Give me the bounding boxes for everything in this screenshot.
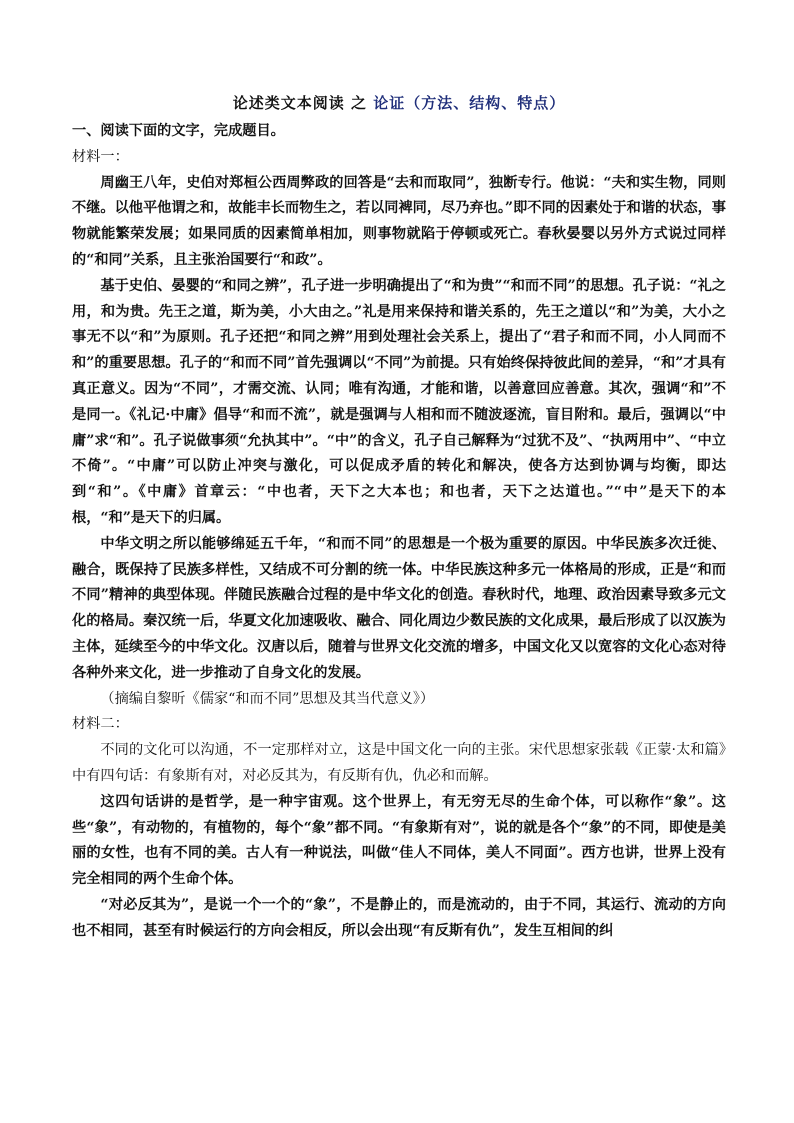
- material-two-paragraph-1: 不同的文化可以沟通，不一定那样对立，这是中国文化一向的主张。宋代思想家张载《正蒙·太和篇》中有四句话：有象斯有对，对必反其为，有反斯有仇，仇必和而解。: [72, 742, 726, 784]
- title-subtitle: 论证（方法、结构、特点）: [373, 94, 566, 112]
- material-one-source: （摘编自黎昕《儒家“和而不同”思想及其当代意义》）: [100, 690, 435, 707]
- title-main: 论述类文本阅读 之: [232, 94, 374, 112]
- document-page: [72, 92, 726, 945]
- material-two-paragraph-2: 这四句话讲的是哲学，是一种宇宙观。这个世界上，有无穷无尽的生命个体，可以称作“象”。这些“象”，有动物的，有植物的，每个“象”都不同。“有象斯有对”，说的就是各个“象”的不同，即使是美丽的女性，也有不同的美。古人有一种说法，叫做“佳人不同体，美人不同面”。西方也讲，世界上没有完全相同的两个生命个体。: [72, 793, 726, 888]
- material-one-paragraph-1: 周幽王八年，史伯对郑桓公西周弊政的回答是“去和而取同”，独断专行。他说：“夫和实生物，同则不继。以他平他谓之和，故能丰长而物生之，若以同裨同，尽乃弃也。”即不同的因素处于和谐的状态，事物就能繁荣发展；如果同质的因素简单相加，则事物就陷于停顿或死亡。春秋晏婴以另外方式说过同样的“和同”关系，且主张治国要行“和政”。: [72, 174, 726, 268]
- document-title: [72, 92, 726, 113]
- material-one-paragraph-3: 中华文明之所以能够绵延五千年，“和而不同”的思想是一个极为重要的原因。中华民族多次迁徙、融合，既保持了民族多样性，又结成不可分割的统一体。中华民族这种多元一体格局的形成，正是“和而不同”精神的典型体现。伴随民族融合过程的是中华文化的创造。春秋时代，地理、政治因素导致多元文化的格局。秦汉统一后，华夏文化加速吸收、融合、同化周边少数民族的文化成果，最后形成了以汉族为主体，延续至今的中华文化。汉唐以后，随着与世界文化交流的增多，中国文化又以宽容的文化心态对待各种外来文化，进一步推动了自身文化的发展。: [72, 535, 726, 681]
- question-heading: 一、阅读下面的文字，完成题目。: [72, 123, 285, 139]
- material-two-paragraph-3: “对必反其为”，是说一个一个的“象”，不是静止的，而是流动的，由于不同，其运行、流动的方向也不相同，甚至有时候运行的方向会相反，所以会出现“有反斯有仇”，发生互相间的纠: [72, 896, 726, 939]
- material-one-label: 材料一：: [72, 148, 129, 165]
- material-one-paragraph-2: 基于史伯、晏婴的“和同之辨”，孔子进一步明确提出了“和为贵”“和而不同”的思想。孔子说：“礼之用，和为贵。先王之道，斯为美，小大由之。”礼是用来保持和谐关系的，先王之道以“和”为美，大小之事无不以“和”为原则。孔子还把“和同之辨”用到处理社会关系上，提出了“君子和而不同，小人同而不和”的重要思想。孔子的“和而不同”首先强调以“不同”为前提。只有始终保持彼此间的差异，“和”才具有真正意义。因为“不同”，才需交流、认同；唯有沟通，才能和谐，以善意回应善意。其次，强调“和”不是同一。《礼记·中庸》倡导“和而不流”，就是强调与人相和而不随波逐流，盲目附和。最后，强调以“中庸”求“和”。孔子说做事须“允执其中”。“中”的含义，孔子自己解释为“过犹不及”、“执两用中”、“中立不倚”。“中庸”可以防止冲突与激化，可以促成矛盾的转化和解决，使各方达到协调与均衡，即达到“和”。《中庸》首章云：“中也者，天下之大本也；和也者，天下之达道也。”“中”是天下的本根，“和”是天下的归属。: [72, 277, 726, 526]
- material-two-label: 材料二：: [72, 716, 129, 733]
